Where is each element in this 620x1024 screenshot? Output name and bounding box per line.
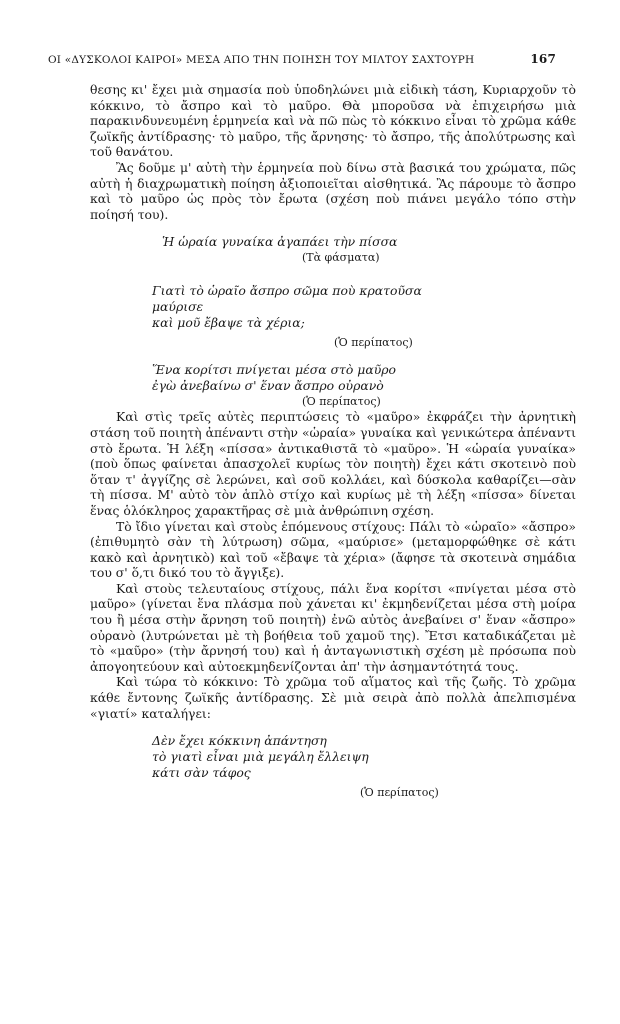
paragraph-4: Τὸ ἴδιο γίνεται καὶ στοὺς ἑπόμενους στίχους: Πάλι τὸ «ὡραῖο» «ἄσπρο» (ἐπιθυμητὸ σὰν τὴ λύτρωση) σῶμα, «μαύρισε» (μεταμορφώθηκε σὲ κάτι κακὸ καὶ ἀρνητικὸ) καὶ τοῦ «ἔβαψε τὰ χέρια» (ἄφησε τὰ σκοτεινὰ σημάδια του σ' ὅ,τι δικό του τὸ ἄγγιξε). bbox=[90, 518, 576, 581]
poem-line: τὸ γιατὶ εἶναι μιὰ μεγάλη ἔλλειψη bbox=[152, 749, 369, 765]
poem-line: κάτι σὰν τάφος bbox=[152, 765, 251, 781]
poem-quote-1 bbox=[90, 234, 576, 265]
running-header bbox=[48, 52, 556, 66]
running-title: ΟΙ «ΔΥΣΚΟΛΟΙ ΚΑΙΡΟΙ» ΜΕΣΑ ΑΠΟ ΤΗΝ ΠΟΙΗΣΗ ΤΟΥ ΜΙΛΤΟΥ ΣΑΧΤΟΥΡΗ bbox=[48, 54, 475, 66]
poem-line: Δὲν ἔχει κόκκινη ἀπάντηση bbox=[152, 733, 327, 749]
poem-quote-2 bbox=[90, 283, 576, 350]
paragraph-6: Καὶ τώρα τὸ κόκκινο: Τὸ χρῶμα τοῦ αἵματος καὶ τῆς ζωῆς. Τὸ χρῶμα κάθε ἔντονης ζωϊκῆς ἀντίδρασης. Σὲ μιὰ σειρὰ ἀπὸ πολλὰ ἀπελπισμένα «γιατί» καταλήγει: bbox=[90, 674, 576, 721]
paragraph-1: θεσης κι' ἔχει μιὰ σημασία ποὺ ὑποδηλώνει μιὰ εἰδικὴ τάση, Κυριαρχοῦν τὸ κόκκινο, τὸ ἄσπρο καὶ τὸ μαῦρο. Θὰ μποροῦσα νὰ ἐπιχειρήσω μιὰ παρακινδυνευμένη ἑρμηνεία καὶ νὰ πῶ πὼς τὸ κόκκινο εἶναι τὸ χρῶμα κάθε ζωϊκῆς ἀντίδρασης· τὸ μαῦρο, τῆς ἄρνησης· τὸ ἄσπρο, τῆς ἀπολύτρωσης καὶ τοῦ θανάτου. bbox=[90, 82, 576, 160]
poem-line: Ἡ ὡραία γυναίκα ἀγαπάει τὴν πίσσα bbox=[162, 234, 398, 250]
body-text bbox=[90, 82, 576, 800]
poem-line: Ἕνα κορίτσι πνίγεται μέσα στὸ μαῦρο bbox=[152, 362, 396, 378]
poem-source: (Τὰ φάσματα) bbox=[302, 251, 380, 265]
poem-line: καὶ μοῦ ἔβαψε τὰ χέρια; bbox=[152, 315, 305, 331]
page-number: 167 bbox=[530, 52, 556, 66]
poem-source: (Ὁ περίπατος) bbox=[302, 395, 381, 409]
poem-source: (Ὁ περίπατος) bbox=[360, 786, 439, 800]
paragraph-3: Καὶ στὶς τρεῖς αὐτὲς περιπτώσεις τὸ «μαῦρο» ἐκφράζει τὴν ἀρνητικὴ στάση τοῦ ποιητὴ ἀπέναντι στὴν «ὡραία» γυναίκα καὶ γενικώτερα ἀπέναντι στὸ ἔρωτα. Ἡ λέξη «πίσσα» ἀντικαθιστᾶ τὸ «μαῦρο». Ἡ «ὡραία γυναίκα» (ποὺ ὅπως φαίνεται ἀπασχολεῖ κυρίως τὸν ποιητὴ) ἔχει κάτι σκοτεινὸ ποὺ ὅταν τ' ἀγγίζης σὲ λερώνει, καὶ σοῦ κολλάει, καὶ δύσκολα καθαρίζει—σὰν τὴ πίσσα. Μ' αὐτὸ τὸν ἁπλὸ στίχο καὶ κυρίως μὲ τὴ λέξη «πίσσα» δίνεται ἕνας ὁλόκληρος χαρακτῆρας σὲ μιὰ ἀνθρώπινη σχέση. bbox=[90, 409, 576, 518]
poem-quote-3 bbox=[90, 362, 576, 409]
poem-line: Γιατὶ τὸ ὡραῖο ἄσπρο σῶμα ποὺ κρατοῦσα bbox=[152, 283, 422, 299]
paragraph-2: Ἂς δοῦμε μ' αὐτὴ τὴν ἑρμηνεία ποὺ δίνω στὰ βασικά του χρώματα, πῶς αὐτὴ ἡ διαχρωματικὴ ποίηση ἀξιοποιεῖται αἰσθητικά. Ἂς πάρουμε τὸ ἄσπρο καὶ τὸ μαῦρο ὡς πρὸς τὸν ἔρωτα (σχέση ποὺ πιάνει μεγάλο τόπο στὴν ποίησή του). bbox=[90, 159, 576, 222]
poem-source: (Ὁ περίπατος) bbox=[334, 336, 413, 350]
poem-quote-4 bbox=[90, 733, 576, 800]
poem-line: μαύρισε bbox=[152, 299, 204, 315]
poem-line: ἐγὼ ἀνεβαίνω σ' ἕναν ἄσπρο οὐρανὸ bbox=[152, 378, 384, 394]
paragraph-5: Καὶ στοὺς τελευταίους στίχους, πάλι ἕνα κορίτσι «πνίγεται μέσα στὸ μαῦρο» (γίνεται ἕνα πλάσμα ποὺ χάνεται κι' ἐκμηδενίζεται μέσα στὴ μοίρα του ἢ μέσα στὴν ἄρνηση τοῦ ποιητὴ) ἐνῶ αὐτὸς ἀνεβαίνει σ' ἕναν «ἄσπρο» οὐρανὸ (λυτρώνεται μὲ τὴ βοήθεια τοῦ χαμοῦ της). Ἔτσι καταδικάζεται μὲ τὸ «μαῦρο» (τὴν ἄρνησή του) καὶ ἡ ἀνταγωνιστικὴ σχέση μὲ πρόσωπα ποὺ ἀπογοητεύουν καὶ αὐτοεκμηδενίζονται ἀπ' τὴν ἀσημαντότητά τους. bbox=[90, 580, 576, 674]
